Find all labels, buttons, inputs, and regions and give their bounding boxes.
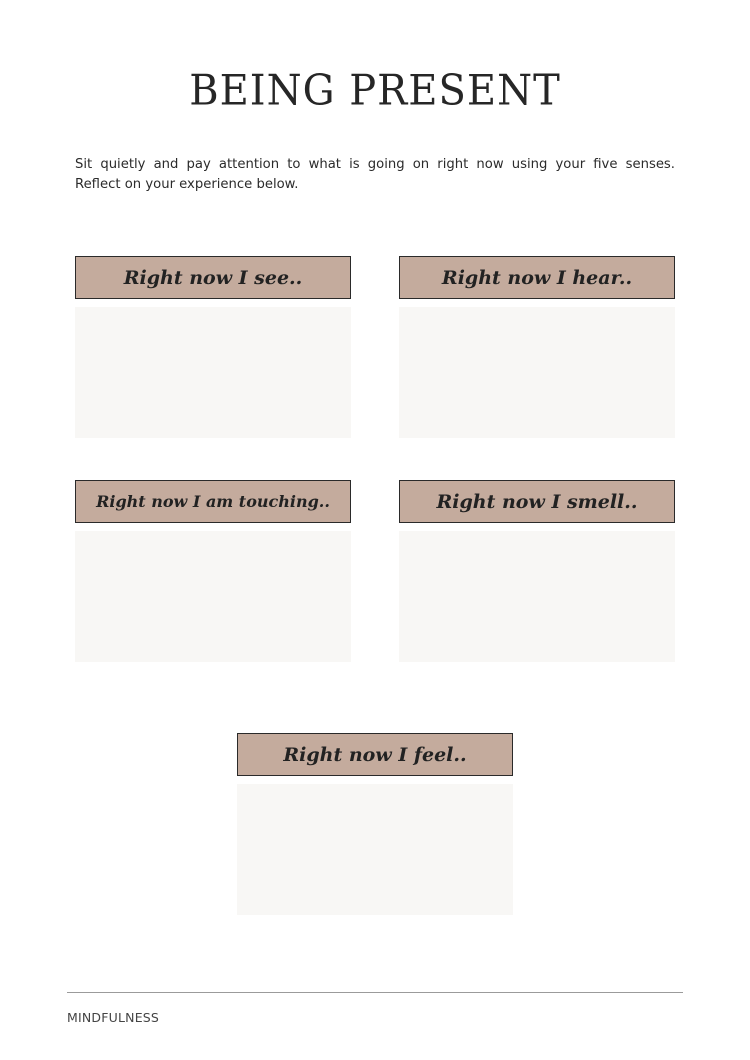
prompt-card-touching [75, 480, 351, 662]
prompt-header-smell: Right now I smell.. [399, 480, 675, 523]
intro-line-1: Sit quietly and pay attention to what is going on right now using your five senses. [75, 157, 675, 172]
intro-text [75, 155, 675, 194]
prompt-card-feel [237, 733, 513, 915]
footer-divider [67, 992, 683, 993]
writing-area-see[interactable] [75, 307, 351, 438]
writing-area-touching[interactable] [75, 531, 351, 662]
footer-label: MINDFULNESS [67, 1010, 160, 1025]
prompt-card-see [75, 256, 351, 438]
prompt-card-hear [399, 256, 675, 438]
page-title: BEING PRESENT [189, 66, 561, 116]
intro-line-2: Reflect on your experience below. [75, 176, 299, 192]
writing-area-feel[interactable] [237, 784, 513, 915]
prompt-card-smell [399, 480, 675, 662]
prompt-header-touching: Right now I am touching.. [75, 480, 351, 523]
prompt-header-hear: Right now I hear.. [399, 256, 675, 299]
writing-area-hear[interactable] [399, 307, 675, 438]
writing-area-smell[interactable] [399, 531, 675, 662]
prompt-header-feel: Right now I feel.. [237, 733, 513, 776]
prompt-header-see: Right now I see.. [75, 256, 351, 299]
